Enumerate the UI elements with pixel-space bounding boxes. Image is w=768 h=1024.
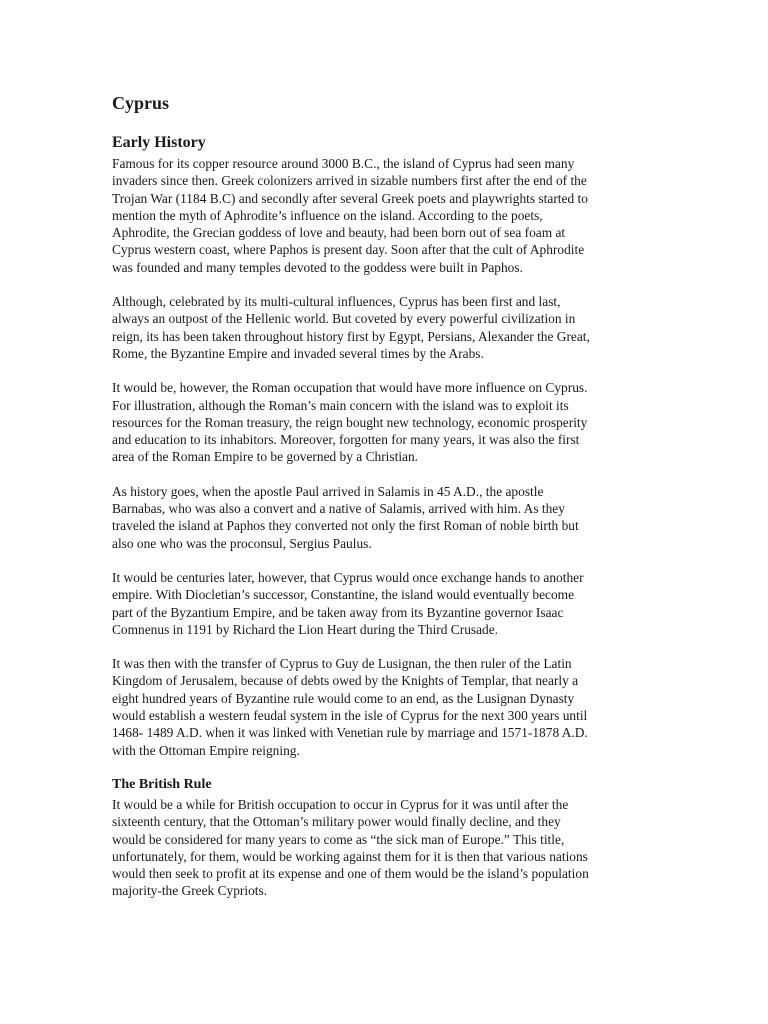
document-page <box>112 92 660 900</box>
paragraph: It was then with the transfer of Cyprus to Guy de Lusignan, the then ruler of the Latin Kingdom of Jerusalem, because of debts owed by the Knights of Templar, that nearly a eight hundred years of Byzantine rule would come to an end, as the Lusignan Dynasty would establish a western feudal system in the isle of Cyprus for the next 300 years until 1468- 1489 A.D. when it was linked with Venetian rule by marriage and 1571-1878 A.D. with the Ottoman Empire reigning. <box>112 656 588 758</box>
paragraph: It would be, however, the Roman occupation that would have more influence on Cyprus. For illustration, although the Roman’s main concern with the island was to exploit its resources for the Roman treasury, the reign bought new technology, economic prosperity and education to its inhabitors. Moreover, forgotten for many years, it was also the first area of the Roman Empire to be governed by a Christian. <box>112 380 588 465</box>
section-heading-british-rule: The British Rule <box>112 776 212 792</box>
section-heading-early-history: Early History <box>112 134 206 151</box>
paragraph: It would be centuries later, however, that Cyprus would once exchange hands to another empire. With Diocletian’s successor, Constantine, the island would eventually become part of the Byzantium Empire, and be taken away from its Byzantine governor Isaac Comnenus in 1191 by Richard the Lion Heart during the Third Crusade. <box>112 569 584 637</box>
paragraph: Although, celebrated by its multi-cultural influences, Cyprus has been first and last, always an outpost of the Hellenic world. But coveted by every powerful civilization in reign, its has been taken throughout history first by Egypt, Persians, Alexander the Great, Rome, the Byzantine Empire and invaded several times by the Arabs. <box>112 294 590 361</box>
paragraph: It would be a while for British occupation to occur in Cyprus for it was until after the sixteenth century, that the Ottoman’s military power would finally decline, and they would be considered for many years to come as “the sick man of Europe.” This title, unfortunately, for them, would be working against them for it is then that various nations would then seek to profit at its expense and one of them would be the island’s population majority-the Greek Cypriots. <box>112 796 589 899</box>
document-title: Cyprus <box>112 93 170 113</box>
paragraph: As history goes, when the apostle Paul arrived in Salamis in 45 A.D., the apostle Barnabas, who was also a convert and a native of Salamis, arrived with him. As they traveled the island at Paphos they converted not only the first Roman of noble birth but also one who was the proconsul, Sergius Paulus. <box>112 483 579 551</box>
paragraph: Famous for its copper resource around 3000 B.C., the island of Cyprus had seen many invaders since then. Greek colonizers arrived in sizable numbers first after the end of the Trojan War (1184 B.C) and secondly after several Greek poets and playwrights started to mention the myth of Aphrodite’s influence on the island. According to the poets, Aphrodite, the Grecian goddess of love and beauty, had been born out of sea foam at Cyprus western coast, where Paphos is present day. Soon after that the cult of Aphrodite was founded and many temples devoted to the goddess were built in Paphos. <box>112 156 588 275</box>
